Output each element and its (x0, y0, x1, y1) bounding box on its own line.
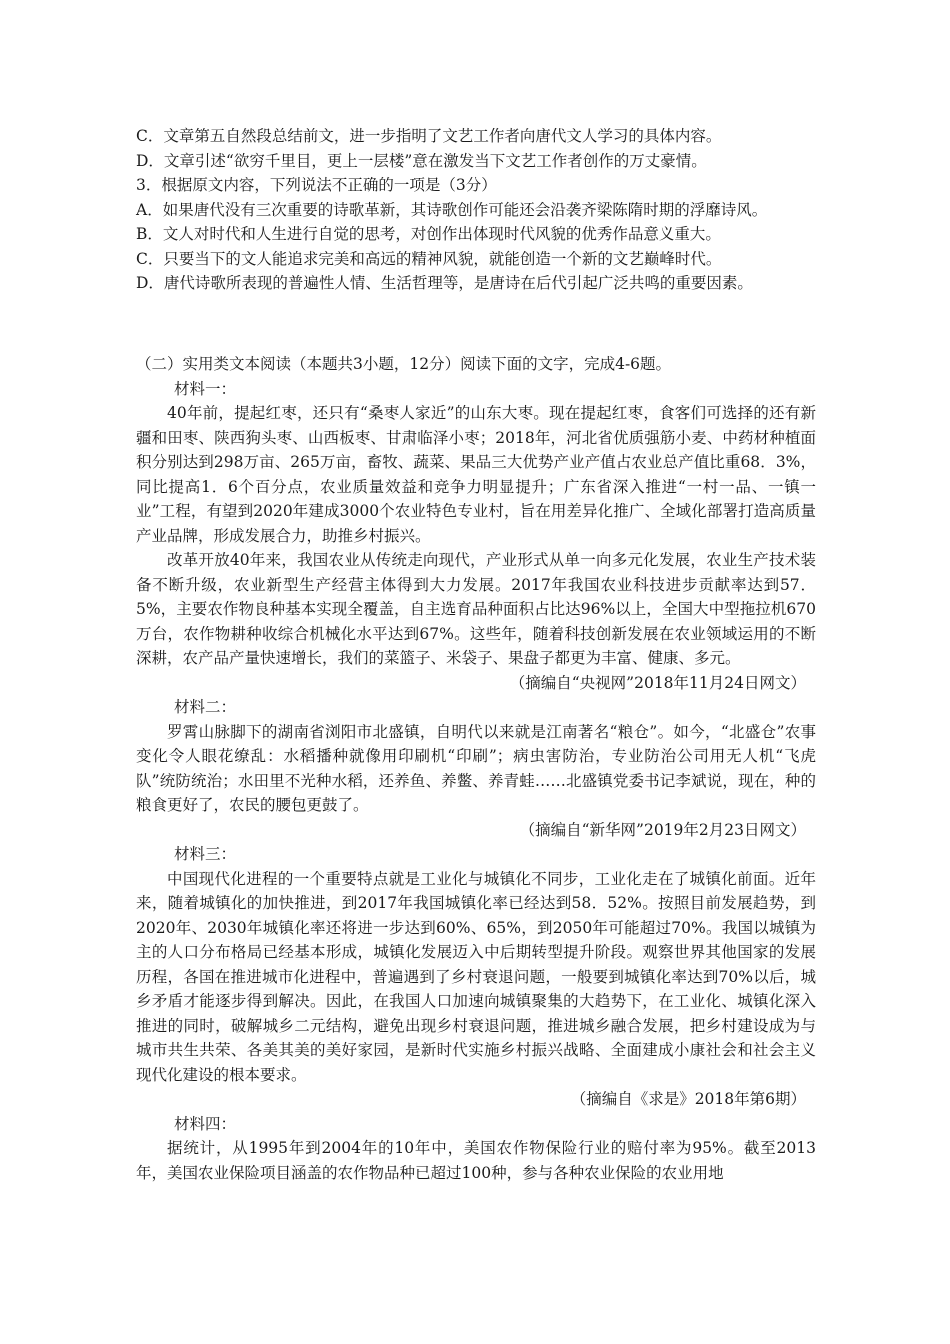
material-4-paragraph-1: 据统计，从1995年到2004年的10年中，美国农作物保险行业的赔付率为95%。截至2013年，美国农业保险项目涵盖的农作物品种已超过100种，参与各种农业保险的农业用地 (136, 1139, 816, 1182)
material-3-label: 材料三： (174, 845, 237, 863)
material-2-paragraph-1: 罗霄山脉脚下的湖南省浏阳市北盛镇，自明代以来就是江南著名“粮仓”。如今，“北盛仓”农事变化令人眼花缭乱：水稻播种就像用印刷机“印刷”；病虫害防治，专业防治公司用无人机“飞虎队”统防统治；水田里不光种水稻，还养鱼、养鳖、养青蛙……北盛镇党委书记李斌说，现在，种的粮食更好了，农民的腰包更鼓了。 (136, 722, 816, 814)
material-1-paragraph-2: 改革开放40年来，我国农业从传统走向现代，产业形式从单一向多元化发展，农业生产技术装备不断升级，农业新型生产经营主体得到大力发展。2017年我国农业科技进步贡献率达到57．5%，主要农作物良种基本实现全覆盖，自主选育品种面积占比达96%以上，全国大中型拖拉机670万台，农作物耕种收综合机械化水平达到67%。这些年，随着科技创新发展在农业领域运用的不断深耕，农产品产量快速增长，我们的菜篮子、米袋子、果盘子都更为丰富、健康、多元。 (136, 551, 816, 667)
material-1-label: 材料一： (174, 379, 237, 398)
q2-option-d: D．文章引述“欲穷千里目，更上一层楼”意在激发当下文艺工作者创作的万丈豪情。 (136, 151, 707, 170)
question-options-block (136, 124, 816, 296)
material-2-label: 材料二： (174, 698, 237, 716)
material-1-paragraph-1: 40年前，提起红枣，还只有“桑枣人家近”的山东大枣。现在提起红枣，食客们可选择的还有新疆和田枣、陕西狗头枣、山西板枣、甘肃临泽小枣；2018年，河北省优质强筋小麦、中药材种植面积分别达到298万亩、265万亩，畜牧、蔬菜、果品三大优势产业产值占农业总产值比重68．3%，同比提高1．6个百分点，农业质量效益和竞争力明显提升；广东省深入推进“一村一品、一镇一业”工程，有望到2020年建成3000个农业特色专业村，旨在用差异化推广、全域化部署打造高质量产业品牌，形成发展合力，助推乡村振兴。 (136, 404, 816, 545)
q3-option-d: D．唐代诗歌所表现的普遍性人情、生活哲理等，是唐诗在后代引起广泛共鸣的重要因素。 (136, 274, 753, 292)
q3-option-b: B．文人对时代和人生进行自觉的思考，对创作出体现时代风貌的优秀作品意义重大。 (136, 225, 721, 243)
section-practical-reading (136, 352, 816, 1185)
q2-option-c: C．文章第五自然段总结前文，进一步指明了文艺工作者向唐代文人学习的具体内容。 (136, 127, 722, 145)
material-3-paragraph-1: 中国现代化进程的一个重要特点就是工业化与城镇化不同步，工业化走在了城镇化前面。近年来，随着城镇化的加快推进，到2017年我国城镇化率已经达到58．52%。按照目前发展趋势，到2020年、2030年城镇化率还将进一步达到60%、65%，到2050年可能超过70%。我国以城镇为主的人口分布格局已经基本形成，城镇化发展迈入中后期转型提升阶段。观察世界其他国家的发展历程，各国在推进城市化进程中，普遍遇到了乡村衰退问题，一般要到城镇化率达到70%以后，城乡矛盾才能逐步得到解决。因此，在我国人口加速向城镇聚集的大趋势下，在工业化、城镇化深入推进的同时，破解城乡二元结构，避免出现乡村衰退问题，推进城乡融合发展，把乡村建设成为与城市共生共荣、各美其美的美好家园，是新时代实施乡村振兴战略、全面建成小康社会和社会主义现代化建设的根本要求。 (136, 869, 816, 1084)
material-2-source: （摘编自“新华网”2019年2月23日网文） (519, 820, 806, 839)
q3-stem: 3．根据原文内容，下列说法不正确的一项是（3分） (136, 176, 497, 194)
q3-option-c: C．只要当下的文人能追求完美和高远的精神风貌，就能创造一个新的文艺巅峰时代。 (136, 249, 722, 268)
q3-option-a: A．如果唐代没有三次重要的诗歌革新，其诗歌创作可能还会沿袭齐梁陈隋时期的浮靡诗风。 (136, 200, 768, 219)
section-heading: （二）实用类文本阅读（本题共3小题，12分）阅读下面的文字，完成4-6题。 (136, 355, 672, 373)
material-1-source: （摘编自“央视网”2018年11月24日网文） (509, 673, 806, 692)
material-4-label: 材料四： (174, 1114, 237, 1133)
material-3-source: （摘编自《求是》2018年第6期） (570, 1090, 806, 1108)
